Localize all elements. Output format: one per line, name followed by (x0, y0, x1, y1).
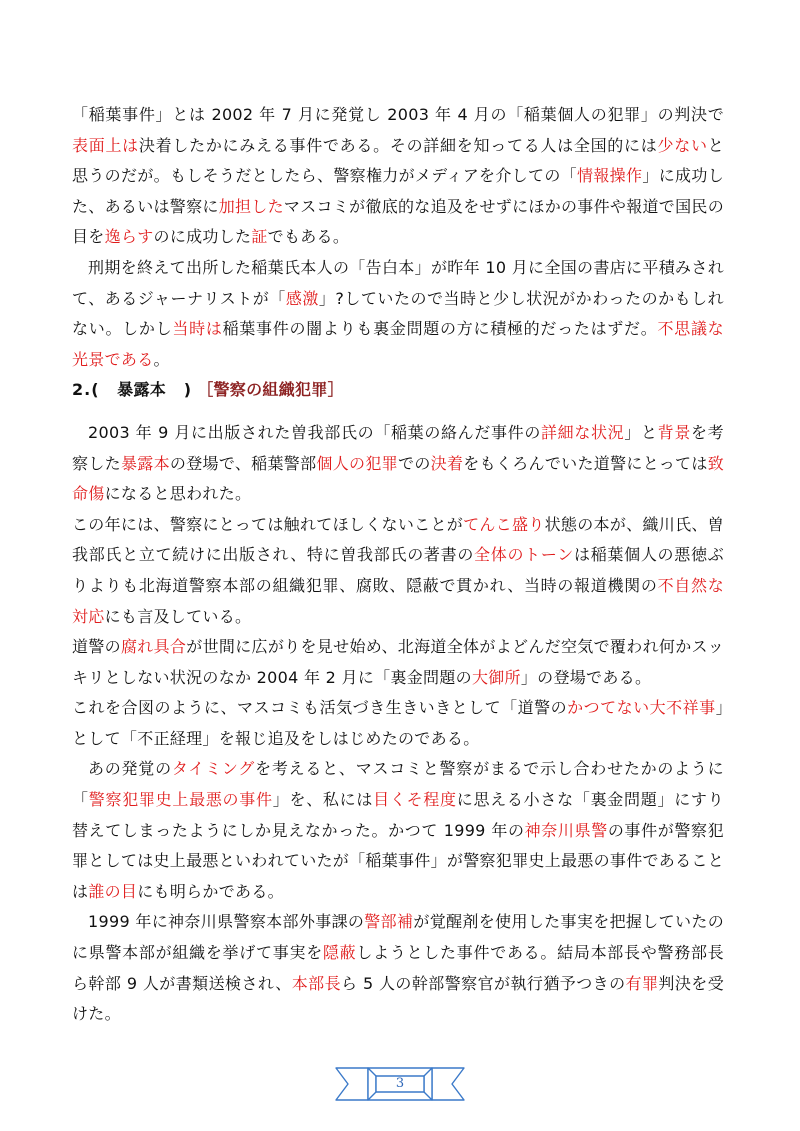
highlight-run: 加担した (218, 196, 284, 216)
text-run: 決着したかにみえる事件である。その詳細を知ってる人は全国的には (138, 135, 658, 155)
text-run: 「稲葉事件」とは 2002 年 7 月に発覚し 2003 年 4 月の「稲葉個人の犯罪」の判決で (72, 105, 724, 124)
text-run: 」を、私には (272, 790, 374, 810)
highlight-run: 誰の目 (88, 881, 138, 901)
highlight-run: かつてない大不祥事 (567, 698, 716, 718)
text-run: をもくろんでいた道警にとっては (463, 453, 708, 473)
highlight-run: 表面上は (72, 135, 139, 155)
paragraph-2 (72, 253, 724, 375)
text-run: の登場で、稲葉警部 (169, 453, 317, 473)
text-run: 稲葉事件の闇よりも裏金問題の方に積極的だったはずだ。 (222, 319, 658, 339)
page-footer (334, 1062, 466, 1106)
text-run: 判決を受けた。 (72, 973, 725, 1024)
highlight-run: 暴露本 (120, 453, 170, 473)
highlight-run: 大御所 (471, 667, 521, 687)
highlight-run: 警察犯罪史上最悪の事件 (88, 790, 273, 810)
text-run: しようとした事件である。結局本部長や警務部長ら幹部 9 人が書類送検され、 (72, 943, 724, 993)
paragraph-3 (72, 418, 724, 510)
page-number: 3 (395, 1076, 405, 1091)
section-close: ) (183, 380, 192, 400)
highlight-run: タイミング (171, 759, 256, 779)
highlight-run: 情報操作 (577, 166, 643, 186)
document-body (72, 100, 724, 1030)
highlight-run: 警部補 (364, 912, 414, 932)
text-run: は稲葉個人の悪徳ぶりよりも北海道警察本部の組織犯罪、腐敗、隠蔽で貫かれ、当時の報道機関の (72, 545, 724, 595)
text-run: 」の登場である。 (520, 667, 652, 687)
highlight-run: 全体のトーン (474, 545, 574, 565)
highlight-run: てんこ盛り (463, 514, 545, 534)
paragraph-6 (72, 693, 724, 754)
highlight-run: 有罪 (625, 973, 659, 993)
text-run: 」として「不正経理」を報じ追及をしはじめたのである。 (72, 698, 724, 748)
text-run: の事件が警察犯罪としては史上最悪といわれていたが「稲葉事件」が警察犯罪史上最悪の事件であることは (72, 820, 725, 901)
text-run: のに成功した (153, 227, 252, 247)
highlight-run: 詳細な状況 (540, 422, 625, 442)
highlight-run: 目くそ程度 (373, 790, 457, 810)
paragraph-5 (72, 632, 724, 693)
text-run: での (398, 453, 431, 473)
text-run: これを合図のように、マスコミも活気づき生きいきとして「道警の (72, 698, 568, 718)
text-run: マスコミが徹底的な追及をせずにほかの事件や報道で国民の目を (72, 196, 725, 247)
text-run: 2003 年 9 月に出版された曽我部氏の「稲葉の絡んだ事件の (88, 422, 541, 442)
text-run: 。 (153, 349, 170, 369)
highlight-run: 致命傷 (72, 453, 724, 504)
highlight-run: 逸らす (104, 227, 154, 247)
highlight-run: 不自然な対応 (72, 575, 725, 626)
text-run: 道警の (72, 637, 121, 657)
paragraph-8 (72, 907, 724, 1029)
highlight-run: 腐れ具合 (120, 637, 187, 657)
text-run: に思える小さな「裏金問題」にすり替えてしまったようにしか見えなかった。かつて 1999 年の (72, 790, 724, 840)
text-run: が世間に広がりを見せ始め、北海道全体がよどんだ空気で覆われ何かスッキリとしない状況のなか 2004 年 2 月に「裏金問題の (72, 637, 724, 687)
highlight-run: 隠蔽 (322, 943, 357, 963)
highlight-run: 本部長 (291, 973, 342, 993)
highlight-run: 個人の犯罪 (316, 453, 398, 473)
text-run: あの発覚の (88, 759, 172, 779)
text-run: を考察した (72, 422, 724, 473)
highlight-run: 感激 (285, 288, 319, 308)
paragraph-1 (72, 100, 724, 253)
section-label: 暴露本 (117, 380, 167, 400)
highlight-run: 証 (251, 227, 268, 247)
paragraph-7 (72, 754, 724, 907)
section-number: 2.( (72, 380, 100, 400)
section-title: ［警察の組織犯罪］ (197, 380, 344, 400)
text-run: この年には、警察にとっては触れてほしくないことが (72, 514, 464, 534)
text-run: 刑期を終えて出所した稲葉氏本人の「告白本」が昨年 10 月に全国の書店に平積みされて、あるジャーナリストが「 (72, 257, 724, 308)
text-run: が覚醒剤を使用した事実を把握していたのに県警本部が組織を挙げて事実を (72, 912, 724, 963)
text-run: になると思われた。 (104, 484, 252, 504)
highlight-run: 背景 (657, 422, 692, 442)
text-run: を考えると、マスコミと警察がまるで示し合わせたかのように「 (72, 759, 724, 810)
text-run: 1999 年に神奈川県警察本部外事課の (88, 912, 365, 932)
paragraph-4 (72, 510, 724, 632)
text-run: にも明らかである。 (137, 881, 284, 901)
text-run: 状態の本が、織川氏、曽我部氏と立て続けに出版され、特に曽我部氏の著書の (72, 514, 724, 565)
highlight-run: 当時は (172, 319, 223, 339)
text-run: でもある。 (267, 227, 350, 247)
highlight-run: 不思議な光景である (72, 319, 724, 369)
highlight-run: 少ない (657, 135, 708, 155)
text-run: と思うのだが。もしそうだとしたら、警察権力がメディアを介しての「 (72, 135, 724, 186)
text-run: 」と (624, 422, 658, 442)
highlight-run: 神奈川県警 (524, 820, 608, 840)
text-run: 」に成功した、あるいは警察に (72, 166, 724, 216)
text-run: ら 5 人の幹部警察官が執行猶予つきの (341, 973, 626, 993)
highlight-run: 決着 (430, 453, 464, 473)
section-heading (72, 375, 724, 406)
text-run: 」?していたので当時と少し状況がかわったのかもしれない。しかし (72, 288, 724, 339)
text-run: にも言及している。 (104, 606, 252, 626)
